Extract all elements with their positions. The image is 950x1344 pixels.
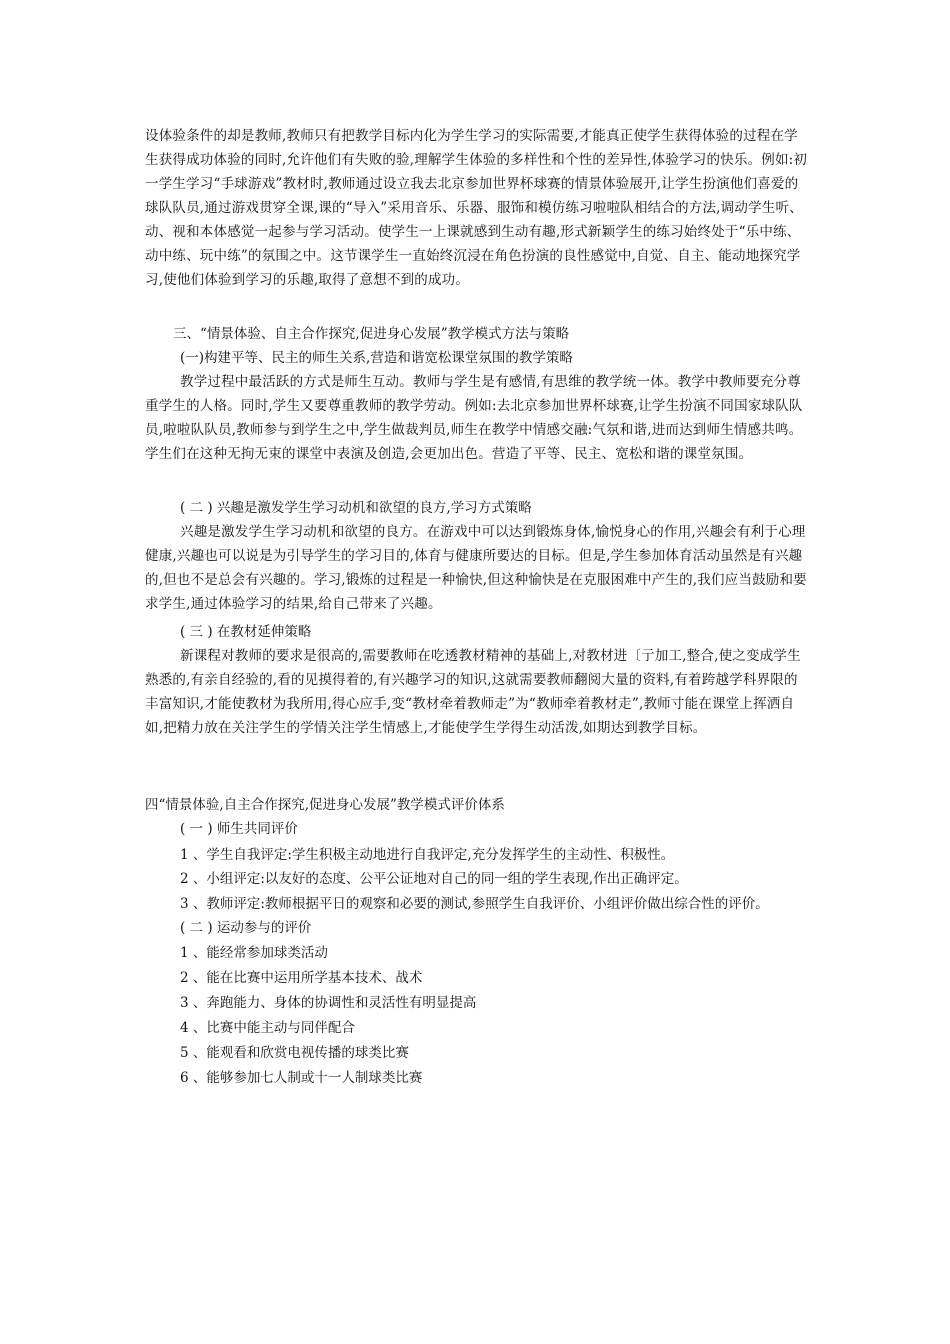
list-item: 2 、能在比赛中运用所学基本技术、战术 (180, 970, 423, 986)
subsection-3-1-paragraph: 教学过程中最活跃的方式是师生互动。教师与学生是有感情,有思维的教学统一体。教学中教师要充分尊重学生的人格。同时,学生又要尊重教师的教学劳动。例如:去北京参加世界杯球赛,让学生扮演不同国家球队队员,啦啦队队员,教师参与到学生之中,学生做裁判员,师生在教学中情感交融:气氛和谐,进而达到师生情感共鸣。学生们在这种无拘无束的课堂中表演及创造,会更加出色。营造了平等、民主、宽松和谐的课堂氛围。 (145, 374, 803, 462)
list-item: 3 、奔跑能力、身体的协调性和灵活性有明显提高 (180, 995, 477, 1011)
list-item: 4 、比赛中能主动与同伴配合 (180, 1020, 355, 1036)
list-item: 3 、教师评定:教师根据平日的观察和必要的测试,参照学生自我评价、小组评价做出综合性的评价。 (180, 896, 769, 912)
list-item: 6 、能够参加七人制或十一人制球类比赛 (180, 1070, 423, 1086)
subsection-3-3-paragraph: 新课程对教师的要求是很高的,需要教师在吃透教材精神的基础上,对教材进〔亍加工,整合,使之变成学生熟悉的,有亲自经验的,看的见摸得着的,有兴趣学习的知识,这就需要教师翻阅大量的资料,有着跨越学科界限的丰富知识,才能使教材为我所用,得心应手,变“教材牵着教师走”为“教师牵着教材走”,教师寸能在课堂上挥洒自如,把精力放在关注学生的学情关注学生情感上,才能使学生学得生动活泼,如期达到教学目标。 (145, 648, 801, 736)
subsection-3-2-heading: ( 二 ) 兴趣是激发学生学习动机和欲望的良方,学习方式策略 (180, 500, 532, 516)
section-3-heading: 三、“情景体验、自主合作探究,促进身心发展”教学模式方法与策略 (173, 326, 570, 342)
subsection-3-3-heading: ( 三 ) 在教材延伸策略 (180, 624, 312, 640)
list-item: 1 、能经常参加球类活动 (180, 945, 328, 961)
intro-paragraph: 设体验条件的却是教师,教师只有把教学目标内化为学生学习的实际需要,才能真正使学生获得体验的过程在学生获得成功体验的同时,允许他们有失败的验,理解学生体验的多样性和个性的差异性,体验学习的快乐。例如:初一学生学习“手球游戏”教材时,教师通过设立我去北京参加世界杯球赛的情景体验展开,让学生扮演他们喜爱的球队队员,通过游戏贯穿全课,课的“导入”采用音乐、乐器、服饰和模仿练习啦啦队相结合的方法,调动学生听、动、视和本体感觉一起参与学习活动。使学生一上课就感到生动有趣,形式新颖学生的练习始终处于“乐中练、动中练、玩中练”的氛围之中。这节课学生一直始终沉浸在角色扮演的良性感觉中,自觉、自主、能动地探究学习,使他们体验到学习的乐趣,取得了意想不到的成功。 (145, 128, 808, 288)
section-4-heading: 四“情景体验,自主合作探究,促进身心发展”教学模式评价体系 (145, 797, 505, 813)
subsection-3-1-heading: (一)构建平等、民主的师生关系,营造和谐宽松课堂氛围的教学策略 (180, 350, 573, 366)
list-item: 1 、学生自我评定:学生积极主动地进行自我评定,充分发挥学生的主动性、积极性。 (180, 847, 675, 863)
subsection-3-2-paragraph: 兴趣是激发学生学习动机和欲望的良方。在游戏中可以达到锻炼身体,愉悦身心的作用,兴趣会有利于心理健康,兴趣也可以说是为引导学生的学习目的,体育与健康所要达的目标。但是,学生参加体育活动虽然是有兴趣的,但也不是总会有兴趣的。学习,锻炼的过程是一种愉快,但这种愉快是在克服困难中产生的,我们应当鼓励和要求学生,通过体验学习的结果,给自己带来了兴趣。 (145, 524, 807, 612)
list-item: 2 、小组评定:以友好的态度、公平公证地对自己的同一组的学生表现,作出正确评定。 (180, 871, 688, 887)
list-item: 5 、能观看和欣赏电视传播的球类比赛 (180, 1045, 409, 1061)
subsection-4-2-heading: ( 二 ) 运动参与的评价 (180, 920, 312, 936)
subsection-4-1-heading: ( 一 ) 师生共同评价 (180, 821, 298, 837)
